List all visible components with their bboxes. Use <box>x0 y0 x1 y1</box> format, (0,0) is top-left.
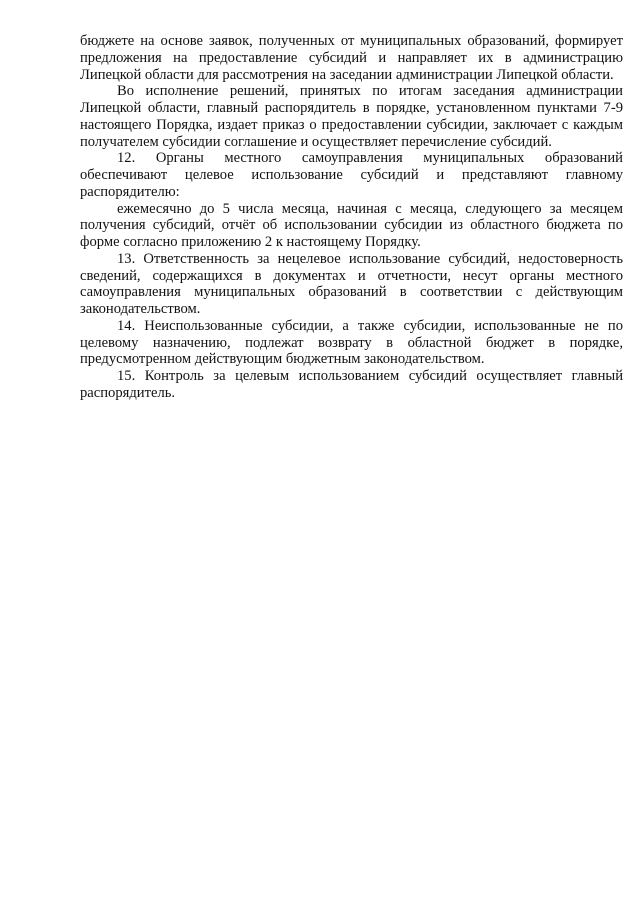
document-body <box>80 33 623 402</box>
paragraph-item-12: 12. Органы местного самоуправления муниципальных образований обеспечивают целевое использование субсидий и представляют главному распорядителю: <box>80 150 623 200</box>
paragraph-monthly-report: ежемесячно до 5 числа месяца, начиная с месяца, следующего за месяцем получения субсидий, отчёт об использовании субсидии из областного бюджета по форме согласно приложению 2 к настоящему Порядку. <box>80 200 623 250</box>
paragraph-continuation: бюджете на основе заявок, полученных от муниципальных образований, формирует предложения на предоставление субсидий и направляет их в администрацию Липецкой области для рассмотрения на заседании администрации Липецкой области. <box>80 33 623 83</box>
paragraph-item-15: 15. Контроль за целевым использованием субсидий осуществляет главный распорядитель. <box>80 368 623 401</box>
paragraph-item-13: 13. Ответственность за нецелевое использование субсидий, недостоверность сведений, содержащихся в документах и отчетности, несут органы местного самоуправления муниципальных образований в соответствии с действующим законодательством. <box>80 250 623 317</box>
paragraph-execution-decisions: Во исполнение решений, принятых по итогам заседания администрации Липецкой области, главный распорядитель в порядке, установленном пунктами 7-9 настоящего Порядка, издает приказ о предоставлении субсидии, заключает с каждым получателем субсидии соглашение и осуществляет перечисление субсидий. <box>80 83 623 150</box>
paragraph-item-14: 14. Неиспользованные субсидии, а также субсидии, использованные не по целевому назначению, подлежат возврату в областной бюджет в порядке, предусмотренном действующим бюджетным законодательством. <box>80 317 623 368</box>
